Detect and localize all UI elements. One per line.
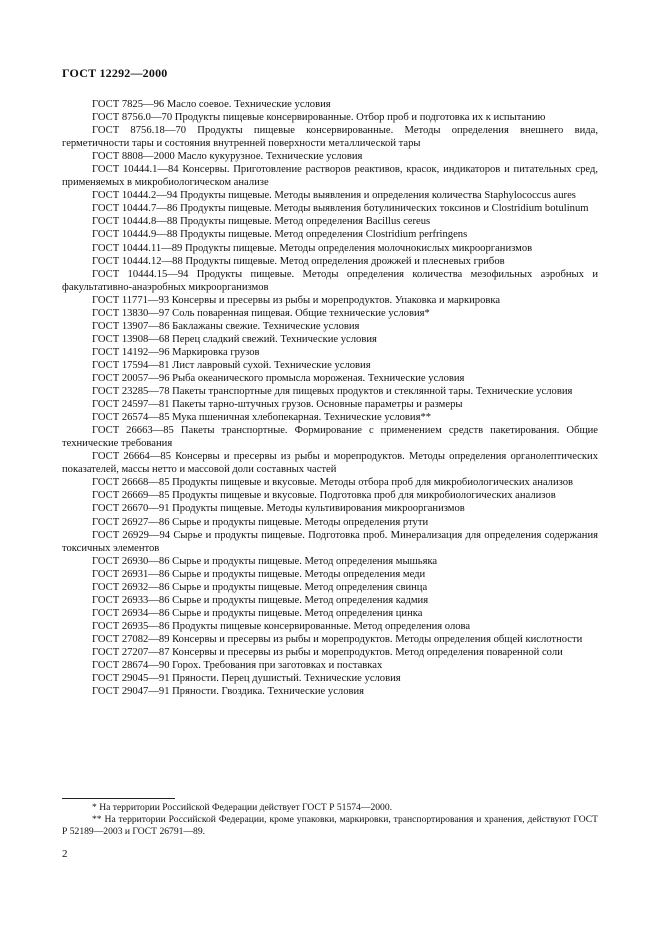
reference-item: ГОСТ 7825—96 Масло соевое. Технические условия [92, 99, 331, 110]
reference-item: ГОСТ 11771—93 Консервы и пресервы из рыбы и морепродуктов. Упаковка и маркировка [92, 294, 501, 306]
reference-item: ГОСТ 10444.15—94 Продукты пищевые. Методы определения количества мезофильных аэробных и факультативно-анаэробных микроорганизмов [62, 268, 598, 293]
reference-item: ГОСТ 14192—96 Маркировка грузов [92, 346, 260, 358]
footnote-item: ** На территории Российской Федерации, кроме упаковки, маркировки, транспортирования и хранения, действуют ГОСТ Р 52189—2003 и ГОСТ 26791—89. [62, 814, 598, 838]
reference-item: ГОСТ 8808—2000 Масло кукурузное. Технические условия [92, 151, 363, 163]
reference-item: ГОСТ 26935—86 Продукты пищевые консервированные. Метод определения олова [92, 620, 471, 632]
footnotes [62, 802, 598, 839]
reference-item: ГОСТ 10444.12—88 Продукты пищевые. Метод определения дрожжей и плесневых грибов [92, 255, 505, 267]
reference-item: ГОСТ 20057—96 Рыба океанического промысла мороженая. Технические условия [92, 372, 465, 384]
footnote-item: * На территории Российской Федерации действует ГОСТ Р 51574—2000. [92, 802, 393, 813]
reference-item: ГОСТ 27082—89 Консервы и пресервы из рыбы и морепродуктов. Методы определения общей кислотности [92, 633, 583, 645]
reference-item: ГОСТ 17594—81 Лист лавровый сухой. Технические условия [92, 359, 371, 371]
reference-item: ГОСТ 10444.8—88 Продукты пищевые. Метод определения Bacillus cereus [92, 216, 431, 228]
reference-item: ГОСТ 28674—90 Горох. Требования при заготовках и поставках [92, 660, 383, 672]
reference-item: ГОСТ 26927—86 Сырье и продукты пищевые. Методы определения ртути [92, 516, 429, 528]
reference-item: ГОСТ 27207—87 Консервы и пресервы из рыбы и морепродуктов. Метод определения поваренной соли [92, 646, 563, 658]
reference-item: ГОСТ 13830—97 Соль поваренная пищевая. Общие технические условия* [92, 307, 430, 319]
reference-item: ГОСТ 26670—91 Продукты пищевые. Методы культивирования микроорганизмов [92, 503, 465, 515]
reference-item: ГОСТ 29047—91 Пряности. Гвоздика. Технические условия [92, 686, 365, 698]
reference-item: ГОСТ 26669—85 Продукты пищевые и вкусовые. Подготовка проб для микробиологических анализов [92, 490, 556, 502]
reference-item: ГОСТ 13908—68 Перец сладкий свежий. Технические условия [92, 333, 377, 345]
reference-item: ГОСТ 10444.7—86 Продукты пищевые. Методы выявления ботулинических токсинов и Clostridium botulinum [92, 203, 589, 215]
reference-item: ГОСТ 10444.9—88 Продукты пищевые. Метод определения Clostridium perfringens [92, 229, 468, 241]
reference-item: ГОСТ 26668—85 Продукты пищевые и вкусовые. Методы отбора проб для микробиологических анализов [92, 477, 574, 489]
reference-item: ГОСТ 29045—91 Пряности. Перец душистый. Технические условия [92, 673, 401, 685]
reference-item: ГОСТ 26930—86 Сырье и продукты пищевые. Метод определения мышьяка [92, 555, 438, 567]
reference-item: ГОСТ 23285—78 Пакеты транспортные для пищевых продуктов и стеклянной тары. Технические условия [92, 386, 573, 398]
reference-item: ГОСТ 10444.11—89 Продукты пищевые. Методы определения молочнокислых микроорганизмов [92, 242, 533, 254]
reference-item: ГОСТ 26574—85 Мука пшеничная хлебопекарная. Технические условия** [92, 412, 432, 424]
reference-item: ГОСТ 8756.18—70 Продукты пищевые консервированные. Методы определения внешнего вида, герметичности тары и состояния внутренней поверхности металлической тары [62, 125, 598, 150]
reference-item: ГОСТ 26933—86 Сырье и продукты пищевые. Метод определения кадмия [92, 594, 429, 606]
reference-item: ГОСТ 26932—86 Сырье и продукты пищевые. Метод определения свинца [92, 581, 428, 593]
reference-list [62, 98, 598, 698]
reference-item: ГОСТ 13907—86 Баклажаны свежие. Технические условия [92, 320, 360, 332]
reference-item: ГОСТ 26934—86 Сырье и продукты пищевые. Метод определения цинка [92, 607, 423, 619]
footnote-divider [62, 798, 175, 799]
standard-header: ГОСТ 12292—2000 [62, 66, 168, 80]
reference-item: ГОСТ 10444.1—84 Консервы. Приготовление растворов реактивов, красок, индикаторов и питательных сред, применяемых в микробиологическом анализе [62, 164, 598, 189]
reference-item: ГОСТ 26929—94 Сырье и продукты пищевые. Подготовка проб. Минерализация для определения содержания токсичных элементов [62, 529, 598, 554]
reference-item: ГОСТ 10444.2—94 Продукты пищевые. Методы выявления и определения количества Staphylococcus aures [92, 190, 576, 202]
reference-item: ГОСТ 8756.0—70 Продукты пищевые консервированные. Отбор проб и подготовка их к испытанию [92, 112, 546, 124]
reference-item: ГОСТ 26663—85 Пакеты транспортные. Формирование с применением средств пакетирования. Общие технические требования [62, 425, 598, 450]
page-number: 2 [62, 848, 68, 860]
reference-item: ГОСТ 26931—86 Сырье и продукты пищевые. Методы определения меди [92, 568, 426, 580]
reference-item: ГОСТ 24597—81 Пакеты тарно-штучных грузов. Основные параметры и размеры [92, 399, 463, 411]
reference-item: ГОСТ 26664—85 Консервы и пресервы из рыбы и морепродуктов. Методы определения органолептических показателей, массы нетто и массовой доли составных частей [62, 451, 598, 476]
